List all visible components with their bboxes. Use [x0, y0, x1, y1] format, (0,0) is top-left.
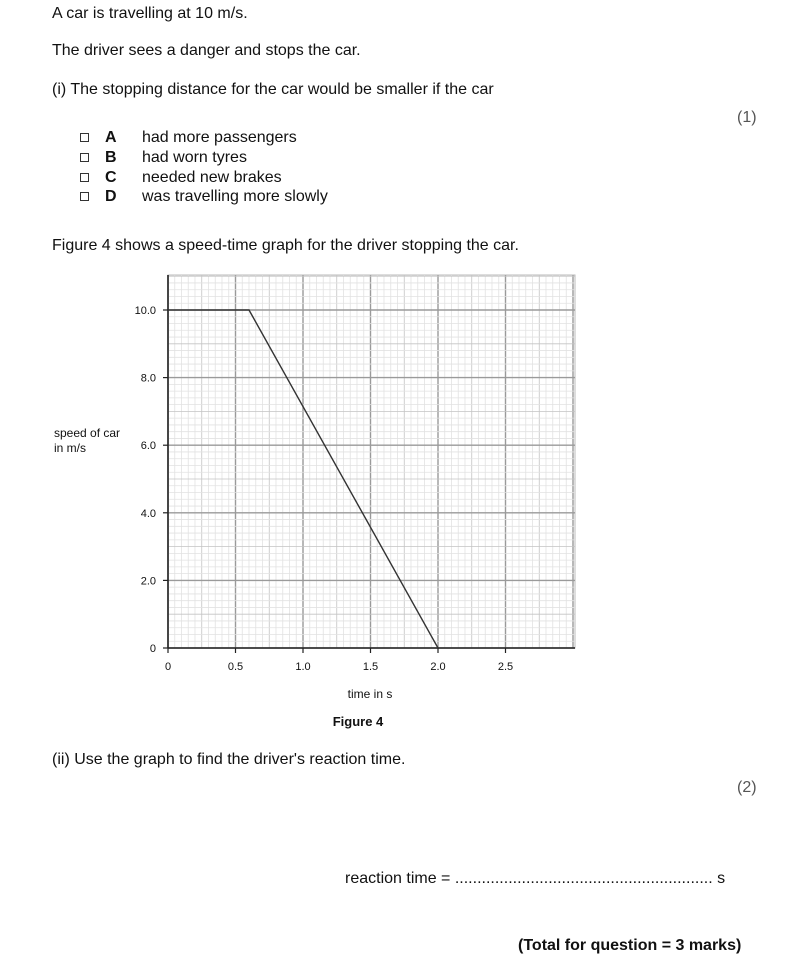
option-letter: B: [105, 149, 117, 166]
y-axis-label-line-2: in m/s: [54, 441, 87, 455]
y-tick-label: 4.0: [140, 507, 156, 520]
total-marks: (Total for question = 3 marks): [518, 937, 742, 954]
option-text: needed new brakes: [142, 169, 282, 186]
x-axis-label: time in s: [347, 687, 393, 701]
answer-label: reaction time =: [345, 870, 451, 887]
x-tick-label: 0: [164, 661, 172, 673]
y-tick-label: 8.0: [140, 372, 156, 385]
intro-line-2: The driver sees a danger and stops the car.: [52, 42, 361, 59]
y-tick-label: 0: [149, 643, 156, 655]
x-tick-label: 1.5: [362, 661, 379, 673]
question-ii-text: (ii) Use the graph to find the driver's reaction time.: [52, 751, 406, 768]
answer-row: [345, 869, 725, 889]
option-letter: D: [105, 188, 117, 205]
option-text: had more passengers: [142, 129, 297, 146]
option-text: was travelling more slowly: [142, 188, 328, 205]
y-tick-label: 10.0: [134, 305, 156, 317]
marks-part-ii: (2): [737, 779, 757, 796]
x-tick-label: 0.5: [227, 661, 244, 673]
option-text: had worn tyres: [142, 149, 247, 166]
option-letter: C: [105, 169, 117, 186]
x-tick-label: 2.5: [497, 661, 514, 673]
question-i-text: (i) The stopping distance for the car would be smaller if the car: [52, 81, 494, 98]
figure-intro: Figure 4 shows a speed-time graph for the driver stopping the car.: [52, 237, 519, 254]
x-tick-label: 1.0: [295, 661, 311, 673]
chart-grid: [168, 275, 575, 648]
y-axis-label-line-1: speed of car: [54, 426, 121, 440]
y-tick-label: 6.0: [140, 440, 156, 453]
x-tick-label: 2.0: [430, 661, 446, 673]
figure-caption: Figure 4: [332, 714, 384, 729]
option-letter: A: [105, 129, 117, 146]
intro-line-1: A car is travelling at 10 m/s.: [52, 5, 248, 22]
answer-unit: s: [717, 870, 726, 887]
y-tick-label: 2.0: [140, 575, 156, 588]
marks-part-i: (1): [737, 109, 757, 126]
answer-blank[interactable]: ..........................................................: [454, 870, 713, 887]
